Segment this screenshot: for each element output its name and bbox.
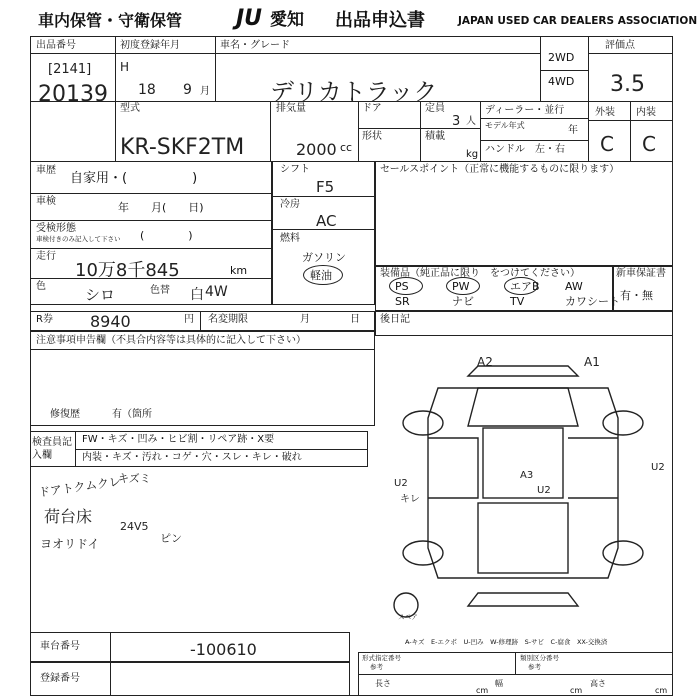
- equipment-item: PW: [452, 280, 470, 293]
- grid-line: [200, 311, 201, 331]
- chassis-value: -100610: [190, 640, 257, 659]
- shape-label: 形状: [362, 131, 382, 142]
- grid-line: [540, 36, 541, 101]
- equipment-item: エアB: [510, 280, 540, 293]
- car-diagram: [378, 348, 668, 618]
- shift-value: F5: [316, 178, 335, 196]
- height-unit: cm: [655, 686, 668, 695]
- warranty-label: 新車保証書: [616, 268, 666, 279]
- lot-sub-number: [2141]: [48, 62, 92, 77]
- grid-line: [358, 674, 673, 675]
- form-title: 出品申込書: [335, 10, 425, 31]
- equipment-item: PS: [395, 280, 409, 293]
- load-unit: kg: [466, 149, 479, 160]
- recycle-unit: 円: [184, 314, 194, 325]
- interior-label: 内装: [636, 107, 656, 118]
- type-value: KR-SKF2TM: [120, 135, 245, 160]
- sales-point-label: セールスポイント（正常に機能するものに限ります）: [380, 164, 620, 175]
- score-value: 3.5: [610, 72, 645, 97]
- region-name: 愛知: [270, 10, 304, 30]
- name-change-month: 月: [300, 314, 310, 325]
- damage-mark-u2c: U2: [651, 462, 665, 473]
- fuel-label: 燃料: [280, 233, 300, 244]
- legend-text: A-キズ E-エクボ U-凹み W-修理跡 S-サビ C-腐食 XX-交換済: [405, 638, 608, 646]
- rear-box: [375, 311, 673, 336]
- inspector-row1: FW・キズ・凹み・ヒビ割・リペア跡・X要: [82, 434, 275, 445]
- model-name-value: デリカトラック: [270, 78, 438, 106]
- grid-line: [272, 196, 375, 197]
- inspection-label: 車検: [36, 196, 56, 207]
- form-value: ( ): [140, 229, 193, 242]
- width-label: 幅: [495, 679, 503, 688]
- grid-line: [540, 70, 588, 71]
- grid-line: [588, 36, 589, 161]
- diesel-circle: [303, 265, 343, 285]
- model-year-label: モデル年式: [485, 121, 525, 130]
- color-code-hw: 4W: [205, 284, 228, 300]
- history-value: 自家用・( ): [70, 171, 198, 186]
- warranty-value: 有・無: [620, 289, 653, 302]
- grid-line: [115, 53, 540, 54]
- equipment-circle: [504, 277, 538, 295]
- hw-note-4: 24V5: [120, 520, 149, 533]
- displacement-label: 排気量: [276, 103, 306, 114]
- displacement-unit: cc: [340, 141, 353, 154]
- form-no-label: 形式指定番号: [362, 654, 401, 662]
- drive-4wd: 4WD: [548, 75, 575, 88]
- color-value: シロ: [85, 286, 116, 304]
- inspector-label: 検査員記入欄: [32, 437, 72, 461]
- equipment-circle: [446, 277, 480, 295]
- damage-mark-a2: A2: [477, 355, 493, 369]
- year-label: 年: [568, 125, 578, 136]
- interior-value: C: [642, 132, 656, 156]
- damage-mark-u2: U2: [537, 485, 551, 496]
- ref-label-2: 参考: [528, 663, 541, 671]
- capacity-unit: 人: [466, 116, 476, 127]
- type-label: 型式: [120, 103, 140, 114]
- grid-line: [75, 449, 368, 450]
- grid-line: [515, 652, 516, 674]
- grid-line: [30, 220, 272, 221]
- capacity-value: 3: [452, 114, 461, 129]
- grid-line: [115, 36, 116, 161]
- month-suffix: 月: [200, 86, 210, 97]
- inspection-value: 年 月( 日): [118, 201, 204, 214]
- import-label: ディーラー・並行: [485, 105, 565, 116]
- damage-mark-kire: キレ: [400, 494, 420, 505]
- inspector-row2: 内装・キズ・汚れ・コゲ・穴・スレ・キレ・破れ: [82, 452, 302, 463]
- color-code-label: 色替: [150, 285, 170, 296]
- length-label: 長さ: [375, 679, 391, 688]
- form-note: 車検付きのみ記入して下さい: [36, 235, 121, 243]
- height-label: 高さ: [590, 679, 606, 688]
- registration-label: 初度登録年月: [120, 40, 180, 51]
- hw-note-2: 荷台床: [44, 507, 93, 526]
- notes-label: 注意事項申告欄（不具合内容等は具体的に記入して下さい）: [36, 335, 306, 346]
- equipment-item: TV: [510, 295, 525, 308]
- fuel-value: ガソリン: [302, 251, 346, 264]
- lot-label: 出品番号: [36, 40, 76, 51]
- rear-label: 後日記: [380, 314, 410, 325]
- equipment-label: 装備品（純正品に限り をつけてください）: [380, 268, 580, 279]
- equipment-item: SR: [395, 295, 410, 308]
- grid-line: [30, 248, 272, 249]
- hw-note-3: ヨオリドイ: [40, 537, 100, 551]
- repair-value: 有（箇所: [112, 409, 152, 420]
- displacement-value: 2000: [296, 140, 337, 159]
- ac-label: 冷房: [280, 199, 300, 210]
- class-no-label: 類別区分番号: [520, 654, 559, 662]
- length-unit: cm: [476, 686, 489, 695]
- score-label: 評価点: [605, 40, 635, 51]
- fuel-diesel: 軽油: [310, 269, 332, 282]
- equipment-circle: [389, 277, 423, 295]
- color-code-value: 白: [190, 287, 204, 303]
- grid-line: [420, 101, 421, 161]
- form-label: 受検形態: [36, 223, 76, 234]
- ju-logo: JU: [236, 6, 263, 31]
- ac-value: AC: [316, 212, 337, 230]
- width-unit: cm: [570, 686, 583, 695]
- grid-line: [480, 101, 481, 161]
- recycle-box: [30, 311, 375, 331]
- storage-title: 車内保管・守衛保管: [38, 11, 183, 30]
- capacity-label: 定員: [425, 103, 445, 114]
- chassis-label: 車台番号: [40, 641, 80, 652]
- equipment-item: ナビ: [452, 295, 474, 308]
- spare-label: スペア: [398, 613, 418, 621]
- ref-label-1: 参考: [370, 663, 383, 671]
- exterior-value: C: [600, 132, 614, 156]
- grid-line: [215, 36, 216, 101]
- registration-year: 18: [138, 82, 156, 98]
- grid-line: [30, 53, 115, 54]
- grid-line: [630, 101, 631, 161]
- handle-label: ハンドル 左・右: [485, 144, 565, 155]
- damage-mark-a3: A3: [520, 470, 534, 481]
- equipment-item: カワシート: [565, 295, 620, 308]
- model-name-label: 車名・グレード: [220, 40, 290, 51]
- mileage-unit: km: [230, 264, 248, 277]
- mileage-value: 10万8千845: [75, 260, 180, 281]
- load-label: 積載: [425, 131, 445, 142]
- repair-label: 修復歴: [50, 409, 80, 420]
- grid-line: [358, 128, 480, 129]
- hw-note-5: ピン: [160, 532, 182, 545]
- sales-box: [375, 161, 673, 266]
- mileage-label: 走行: [36, 251, 56, 262]
- drive-2wd: 2WD: [548, 51, 575, 64]
- grid-line: [480, 118, 588, 119]
- recycle-value: 8940: [90, 312, 131, 331]
- damage-mark-u2b: U2: [394, 478, 408, 489]
- color-label: 色: [36, 281, 46, 292]
- name-change-day: 日: [350, 314, 360, 325]
- doors-label: ドア: [362, 103, 382, 114]
- registration-month: 9: [183, 82, 192, 98]
- hw-note-1: ドアトクムクレ: [37, 474, 122, 500]
- equipment-item: AW: [565, 280, 583, 293]
- recycle-label: R券: [36, 314, 53, 325]
- grid-line: [30, 193, 272, 194]
- lot-number: 20139: [38, 82, 108, 107]
- reg-label: 登録番号: [40, 673, 80, 684]
- association-name: JAPAN USED CAR DEALERS ASSOCIATION: [458, 15, 698, 27]
- history-label: 車歴: [36, 165, 56, 176]
- grid-line: [480, 140, 588, 141]
- exterior-label: 外装: [595, 107, 615, 118]
- grid-line: [588, 53, 673, 54]
- grid-line: [30, 349, 375, 350]
- name-change-label: 名変期限: [208, 314, 248, 325]
- damage-mark-a1: A1: [584, 355, 600, 369]
- grid-line: [270, 101, 271, 161]
- grid-line: [358, 101, 359, 161]
- registration-era: H: [120, 60, 130, 74]
- hw-note-6: キズミ: [118, 472, 151, 485]
- shift-label: シフト: [280, 164, 310, 175]
